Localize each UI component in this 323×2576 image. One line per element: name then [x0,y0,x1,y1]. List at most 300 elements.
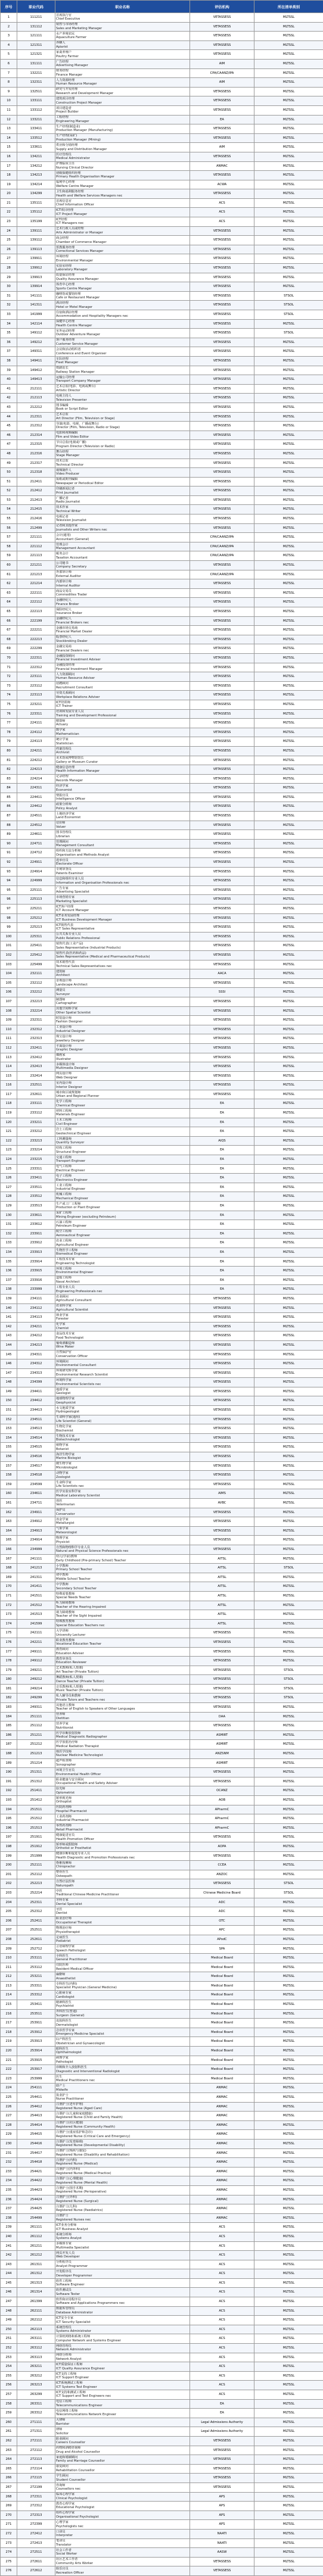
occupation-name-zh: ICT销售代表 [56,924,189,928]
occupation-name-en: Hotel or Motel Manager [56,305,189,310]
cell-seq: 102 [1,950,17,960]
occupation-name-en: ICT Managers nec [56,222,189,226]
cell-seq: 245 [1,2278,17,2288]
cell-assessing-authority: NAATI [190,2538,254,2548]
occupation-name-en: Interior Designer [56,1086,189,1090]
occupation-name-zh: 研究与开发经理 [56,88,189,92]
cell-name [55,1619,190,1629]
occupation-name-en: Engineering Technologist [56,1262,189,1266]
cell-list-category: MLTSSL [254,867,323,877]
cell-code: 139912 [17,264,55,273]
occupation-name-zh: 艺术行政人员或经理 [56,227,189,231]
table-row [1,839,323,849]
cell-name [55,1796,190,1805]
cell-assessing-authority: VETASSESS [190,514,254,524]
cell-list-category: MLTSSL [254,273,323,282]
cell-code: 232112 [17,978,55,988]
cell-name [55,2130,190,2140]
occupation-name-en: Electronics Engineer [56,1178,189,1183]
occupation-name-en: Television Presenter [56,398,189,403]
cell-seq: 35 [1,329,17,338]
cell-code: 234212 [17,1331,55,1341]
cell-list-category: STSOL [254,1564,323,1573]
occupation-name-en: Petroleum Engineer [56,1224,189,1228]
table-row [1,1433,323,1443]
occupation-name-en: Telecommunications Engineer [56,2404,189,2408]
cell-seq: 276 [1,2566,17,2576]
cell-assessing-authority: VETASSESS [190,431,254,440]
table-row [1,32,323,41]
cell-list-category: MLTSSL [254,1452,323,1462]
table-row [1,588,323,598]
cell-name [55,2019,190,2028]
cell-assessing-authority: VETASSESS [190,1629,254,1638]
cell-assessing-authority: VETASSESS [190,877,254,886]
cell-list-category: MLTSSL [254,2139,323,2148]
cell-code: 232312 [17,1025,55,1034]
cell-assessing-authority: Medical Board [190,2028,254,2037]
cell-seq: 76 [1,709,17,719]
table-row [1,171,323,180]
occupation-name-en: Registered Nurse (Paediatrics) [56,2209,189,2213]
occupation-name-zh: 注册护士(社区健康) [56,2121,189,2125]
table-row [1,1916,323,1926]
cell-code: 234213 [17,1340,55,1350]
cell-name [55,2538,190,2548]
cell-name [55,1127,190,1137]
occupation-name-en: Journalists and Other Writers nec [56,528,189,532]
cell-name [55,1322,190,1331]
table-row [1,1340,323,1350]
occupation-name-en: Geotechnical Engineer [56,1132,189,1136]
cell-seq: 110 [1,1025,17,1034]
cell-seq: 70 [1,653,17,663]
table-row [1,2446,323,2455]
cell-code: 225212 [17,913,55,923]
table-row [1,1684,323,1694]
cell-seq: 204 [1,1898,17,1907]
table-row [1,2148,323,2158]
occupation-name-zh: 数据库管理员 [56,2307,189,2311]
cell-list-category: MLTSSL [254,1657,323,1666]
cell-name [55,802,190,812]
cell-code: 233512 [17,1192,55,1202]
cell-code: 224511 [17,812,55,821]
cell-assessing-authority: ACS [190,2232,254,2241]
cell-assessing-authority: VETASSESS [190,319,254,329]
cell-list-category: MLTSSL [254,1136,323,1146]
cell-seq: 214 [1,1991,17,2000]
cell-code: 121311 [17,40,55,50]
cell-code: 139113 [17,245,55,254]
cell-name [55,96,190,106]
cell-name [55,422,190,431]
table-row [1,1675,323,1685]
table-row [1,913,323,923]
table-row [1,2288,323,2297]
table-row [1,1981,323,1991]
cell-list-category: MLTSSL [254,1703,323,1713]
cell-list-category: MLTSSL [254,672,323,682]
occupation-name-zh: 采矿工程师 [56,1211,189,1215]
cell-list-category: MLTSSL [254,523,323,533]
cell-list-category: MLTSSL [254,1303,323,1313]
cell-assessing-authority: VETASSESS [190,1424,254,1434]
occupation-name-zh: 私人辅导员和教师 [56,1694,189,1698]
cell-seq: 43 [1,403,17,412]
occupation-name-zh: 脊椎按摩师 [56,1861,189,1866]
cell-list-category: MLTSSL [254,319,323,329]
cell-seq: 212 [1,1972,17,1982]
cell-code: 224212 [17,756,55,765]
cell-seq: 59 [1,551,17,561]
occupation-name-en: Chemist [56,1327,189,1331]
cell-code: 149112 [17,329,55,338]
occupation-name-zh: 系统分析师 [56,2233,189,2237]
cell-seq: 241 [1,2241,17,2251]
cell-list-category: MLTSSL [254,2037,323,2047]
cell-assessing-authority: VETASSESS [190,1694,254,1703]
cell-assessing-authority: EA [190,2409,254,2418]
table-row [1,1471,323,1480]
cell-assessing-authority: VETASSESS [190,310,254,320]
occupation-name-zh: 特殊教育教师 [56,1620,189,1624]
cell-assessing-authority: ACS [190,2241,254,2251]
occupation-name-zh: 计算机网络和系统工程师 [56,2335,189,2339]
table-row [1,124,323,134]
occupation-name-en: Food Technologist [56,1336,189,1340]
cell-assessing-authority: VETASSESS [190,301,254,310]
cell-name [55,1786,190,1796]
occupation-name-en: Recreation Officer [56,2571,189,2575]
table-row [1,198,323,208]
cell-seq: 60 [1,561,17,570]
cell-name [55,784,190,793]
occupation-name-zh: 听力障碍教师 [56,1601,189,1605]
occupation-name-en: Customer Service Manager [56,342,189,347]
occupation-name-zh: 家禽养殖户 [56,51,189,55]
table-row [1,746,323,756]
cell-seq: 78 [1,728,17,737]
cell-list-category: MLTSSL [254,217,323,227]
cell-assessing-authority: VETASSESS [190,394,254,403]
occupation-name-en: Intelligence Officer [56,797,189,802]
cell-list-category: MLTSSL [254,681,323,691]
cell-list-category: MLTSSL [254,1229,323,1239]
cell-name [55,700,190,709]
cell-assessing-authority: VETASSESS [190,1034,254,1044]
occupation-name-zh: 情报官员 [56,794,189,798]
cell-code: 224512 [17,821,55,830]
cell-list-category: MLTSSL [254,356,323,366]
table-row [1,1322,323,1331]
table-row [1,310,323,320]
table-row [1,394,323,403]
cell-list-category: MLTSSL [254,1601,323,1610]
cell-name [55,2371,190,2381]
cell-list-category: MLTSSL [254,1517,323,1527]
cell-code: 225211 [17,905,55,914]
cell-list-category: MLTSSL [254,1340,323,1350]
cell-assessing-authority: VETASSESS [190,950,254,960]
cell-assessing-authority: VETASSESS [190,1303,254,1313]
table-row [1,115,323,124]
occupation-name-en: Art Director (Film, Television or Stage) [56,417,189,421]
cell-assessing-authority: VETASSESS [190,495,254,505]
cell-list-category: MLTSSL [254,2047,323,2056]
cell-seq: 234 [1,2176,17,2186]
occupation-name-zh: 矫形视光师 [56,1797,189,1801]
occupation-name-zh: 多媒体专家 [56,2242,189,2246]
cell-name [55,728,190,737]
cell-name [55,932,190,941]
cell-seq: 183 [1,1703,17,1713]
occupation-name-zh: 销售代表(医药和药品) [56,952,189,956]
cell-seq: 74 [1,691,17,700]
cell-assessing-authority: VETASSESS [190,449,254,459]
cell-code: 234111 [17,1294,55,1303]
cell-assessing-authority: ACS [190,2269,254,2279]
cell-seq: 198 [1,1842,17,1851]
occupation-name-zh: 组织心理学家 [56,2511,189,2515]
cell-name [55,607,190,617]
cell-list-category: MLTSSL [254,1368,323,1378]
cell-assessing-authority: APS [190,2502,254,2511]
cell-assessing-authority: CPA/CAANZ/IPA [190,68,254,78]
cell-assessing-authority: Legal Admissions Authority [190,2427,254,2437]
cell-code: 241311 [17,1573,55,1582]
cell-name [55,1220,190,1230]
cell-name [55,2529,190,2538]
table-row [1,375,323,385]
cell-code: 212317 [17,459,55,468]
occupation-name-zh: 艺术教师(私人授课) [56,1666,189,1670]
cell-code: 253311 [17,1981,55,1991]
occupation-name-zh: 全科医生 [56,1954,189,1958]
cell-list-category: MLTSSL [254,784,323,793]
cell-assessing-authority: VETASSESS [190,384,254,394]
occupation-name-en: ICT Support Engineer [56,2376,189,2380]
occupation-name-zh: 化学家 [56,1323,189,1327]
occupation-name-zh: 信息和组织专业人员 [56,877,189,881]
cell-code: 234611 [17,1489,55,1499]
occupation-name-zh: 教育心理学家 [56,2502,189,2506]
cell-name [55,2195,190,2204]
occupation-name-en: Cartographer [56,1002,189,1006]
cell-seq: 100 [1,932,17,941]
occupation-name-zh: 中医 [56,1889,189,1894]
occupation-name-en: Taxation Accountant [56,556,189,560]
cell-seq: 233 [1,2167,17,2176]
table-row [1,1796,323,1805]
occupation-name-zh: 教育审查员 [56,1657,189,1661]
cell-list-category: STSOL [254,1666,323,1675]
table-row [1,598,323,607]
table-row [1,2204,323,2214]
cell-assessing-authority: EA [190,1109,254,1118]
cell-assessing-authority: AITSL [190,1573,254,1582]
table-row [1,2529,323,2538]
occupation-name-en: Construction Project Manager [56,101,189,105]
cell-assessing-authority: VETASSESS [190,282,254,292]
occupation-name-zh: 物理学家 [56,1536,189,1540]
cell-assessing-authority: VETASSESS [190,719,254,728]
occupation-name-zh: 首席信息官 [56,199,189,204]
occupation-name-en: Clinical Psychologist [56,2497,189,2501]
cell-name [55,1164,190,1174]
cell-list-category: MLTSSL [254,477,323,486]
cell-code: 232611 [17,1090,55,1099]
cell-name [55,1275,190,1285]
cell-name [55,1647,190,1657]
cell-assessing-authority: VETASSESS [190,1071,254,1081]
table-row [1,2353,323,2362]
cell-code: 254422 [17,2176,55,2186]
table-row [1,1823,323,1833]
table-row [1,143,323,152]
cell-seq: 128 [1,1192,17,1202]
cell-code: 212412 [17,486,55,496]
occupation-name-zh: 助产士 [56,2084,189,2088]
occupation-name-en: Industrial Pharmacist [56,1819,189,1823]
cell-assessing-authority: VETASSESS [190,1471,254,1480]
occupation-name-zh: 公司秘书 [56,562,189,566]
cell-list-category: MLTSSL [254,802,323,812]
cell-list-category: MLTSSL [254,1471,323,1480]
cell-assessing-authority: VETASSESS [190,1508,254,1517]
cell-seq: 192 [1,1786,17,1796]
occupation-name-zh: ICT业务发展经理 [56,914,189,918]
cell-assessing-authority: VETASSESS [190,997,254,1006]
cell-seq: 200 [1,1861,17,1870]
cell-assessing-authority: VETASSESS [190,1480,254,1489]
cell-code: 222213 [17,635,55,644]
cell-name [55,1814,190,1824]
cell-seq: 203 [1,1888,17,1898]
occupation-name-zh: 金融交易商 [56,645,189,649]
occupation-name-zh: 社会工作者 [56,2549,189,2553]
cell-code: 232412 [17,1053,55,1062]
occupation-name-zh: 教育顾问 [56,1648,189,1652]
cell-code: 224311 [17,784,55,793]
occupation-name-zh: 记录经理 [56,775,189,779]
cell-seq: 215 [1,2000,17,2010]
cell-assessing-authority: VETASSESS [190,728,254,737]
table-row [1,1239,323,1248]
cell-list-category: MLTSSL [254,78,323,88]
occupation-name-en: Software Tester [56,2293,189,2297]
cell-list-category: MLTSSL [254,2148,323,2158]
cell-name [55,1034,190,1044]
cell-code: 223211 [17,700,55,709]
cell-assessing-authority: VETASSESS [190,375,254,385]
occupation-name-zh: ICT质量保证工程师 [56,2363,189,2367]
cell-list-category: MLTSSL [254,1043,323,1053]
cell-assessing-authority: VETASSESS [190,653,254,663]
cell-name [55,570,190,579]
cell-name [55,737,190,747]
cell-assessing-authority: VETASSESS [190,616,254,626]
cell-name [55,2084,190,2093]
table-row [1,366,323,375]
cell-name [55,978,190,988]
cell-name [55,1675,190,1685]
table-row [1,2074,323,2084]
cell-name [55,2390,190,2400]
occupation-name-zh: 林业学家 [56,1314,189,1318]
cell-name [55,180,190,189]
cell-name [55,236,190,245]
occupation-name-en: Advertising Specialist [56,890,189,894]
table-row [1,2548,323,2558]
cell-code: 222113 [17,607,55,617]
cell-assessing-authority: Medical Board [190,2000,254,2010]
cell-name [55,2334,190,2344]
cell-assessing-authority: ANMAC [190,2120,254,2130]
occupation-name-zh: 体育中心经理 [56,283,189,287]
occupation-name-zh: 供应和分销经理 [56,144,189,148]
occupation-name-en: Occupational Therapist [56,1921,189,1925]
table-row [1,2381,323,2390]
occupation-name-en: ICT Project Manager [56,213,189,217]
table-row [1,923,323,933]
occupation-name-zh: 电信网络工程师 [56,2409,189,2413]
cell-seq: 266 [1,2474,17,2483]
occupation-name-zh: ICT系统测试工程师 [56,2381,189,2385]
cell-name [55,1870,190,1879]
table-row [1,802,323,812]
cell-list-category: MLTSSL [254,2120,323,2130]
table-row [1,2019,323,2028]
cell-code: 242211 [17,1638,55,1647]
occupation-name-zh: 环境经理 [56,255,189,259]
cell-name [55,1062,190,1072]
cell-seq: 32 [1,301,17,310]
occupation-name-en: Biomedical Engineer [56,1252,189,1256]
cell-assessing-authority: ADC [190,1907,254,1917]
occupation-name-zh: 铁路站长 [56,366,189,370]
cell-seq: 61 [1,570,17,579]
occupation-name-zh: 学生顾问 [56,2474,189,2478]
occupation-name-zh: 社区艺术工作者 [56,2558,189,2562]
cell-assessing-authority: ACWA [190,180,254,189]
cell-name [55,68,190,78]
cell-seq: 68 [1,635,17,644]
cell-assessing-authority: AITSL [190,1564,254,1573]
cell-name [55,1526,190,1536]
cell-list-category: MLTSSL [254,719,323,728]
cell-seq: 13 [1,124,17,134]
header-org: 评估机构 [190,1,254,13]
cell-seq: 209 [1,1944,17,1954]
table-row [1,1842,323,1851]
cell-seq: 230 [1,2139,17,2148]
occupation-name-en: Other Spatial Scientist [56,1011,189,1015]
cell-list-category: MLTSSL [254,2000,323,2010]
cell-seq: 185 [1,1722,17,1731]
cell-list-category: MLTSSL [254,1433,323,1443]
table-row [1,356,323,366]
header-name: 职业名称 [55,1,190,13]
occupation-name-zh: 律师 [56,2428,189,2432]
cell-name [55,1285,190,1295]
cell-assessing-authority: VETASSESS [190,1322,254,1331]
occupation-name-en: Human Resource Manager [56,82,189,86]
cell-code: 241512 [17,1601,55,1610]
table-row [1,700,323,709]
table-row [1,2362,323,2372]
cell-code: 233112 [17,1109,55,1118]
